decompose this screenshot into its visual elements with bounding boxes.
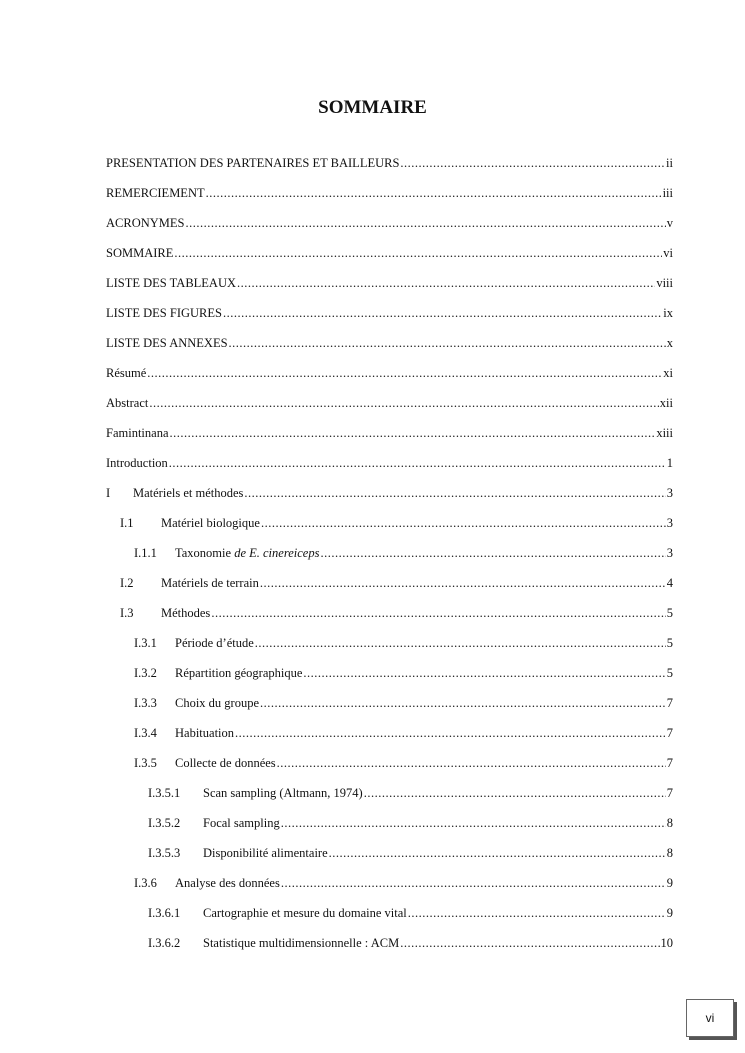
toc-entry-number: I.3.5.2 [148,816,181,830]
toc-entry-label [161,606,210,621]
toc-entry-number: I.3.5.3 [148,846,181,860]
toc-entry-label-text: Statistique multidimensionnelle : ACM [203,936,400,950]
toc-entry-label-text: PRESENTATION DES PARTENAIRES ET BAILLEURS [106,156,400,170]
toc-entry-label [133,486,243,501]
toc-entry-number: I.3 [120,606,134,620]
dot-leader [260,576,666,591]
dot-leader [400,936,659,951]
toc-entry[interactable] [106,336,673,366]
toc-entry-label [175,666,302,681]
toc-entry[interactable] [106,576,673,606]
toc-entry-label-text: Méthodes [161,606,211,620]
dot-leader [260,696,666,711]
toc-entry-label-text: Habituation [175,726,235,740]
toc-entry[interactable] [106,156,673,186]
toc-entry-page: 5 [666,636,673,650]
dot-leader [147,366,662,381]
dot-leader [261,516,666,531]
toc-entry-label-text: Matériels de terrain [161,576,259,590]
toc-entry-label [175,726,234,741]
toc-entry-number: I.1 [120,516,134,530]
toc-entry-label [106,336,228,351]
toc-entry-label [161,516,260,531]
toc-entry-label-text: Analyse des données [175,876,280,890]
dot-leader [211,606,665,621]
toc-entry[interactable] [106,276,673,306]
toc-entry-page: 3 [666,516,673,530]
toc-entry-label-text: ACRONYMES [106,216,185,230]
toc-entry-page: ii [666,156,673,170]
dot-leader [169,456,666,471]
toc-entry-label-text: Famintinana [106,426,169,440]
dot-leader [149,396,658,411]
toc-entry-label [106,216,185,231]
toc-entry-label [203,906,407,921]
toc-entry[interactable] [106,936,673,966]
toc-entry-label-text: Résumé [106,366,147,380]
toc-entry-page: 7 [666,696,673,710]
page-number-box [686,999,734,1037]
toc-entry-label [203,816,280,831]
toc-entry-page: 7 [666,726,673,740]
toc-entry-label-text: Abstract [106,396,149,410]
toc-entry[interactable] [106,456,673,486]
toc-entry-page: 7 [666,756,673,770]
dot-leader [244,486,665,501]
toc-entry[interactable] [106,426,673,456]
toc-entry-page: 8 [666,816,673,830]
toc-entry-number: I.3.3 [134,696,157,710]
toc-entry-number: I.2 [120,576,134,590]
toc-entry-page: 8 [666,846,673,860]
toc-entry[interactable] [106,306,673,336]
toc-entry-number: I [106,486,111,500]
toc-entry-number: I.3.2 [134,666,157,680]
dot-leader [206,186,662,201]
toc-entry-page: x [666,336,673,350]
toc-entry-label-text: Focal sampling [203,816,280,830]
toc-entry-label [203,786,363,801]
toc-entry[interactable] [106,246,673,276]
toc-entry-label-text: Scan sampling (Altmann, 1974) [203,786,363,800]
page-number: vi [705,1011,715,1025]
toc-entry[interactable] [106,186,673,216]
dot-leader [277,756,666,771]
toc-entry-label [175,696,259,711]
toc-entry-label [175,876,280,891]
dot-leader [223,306,662,321]
dot-leader [303,666,665,681]
toc-entry-label [161,576,259,591]
toc-entry-number: I.3.5.1 [148,786,181,800]
toc-entry-number: I.3.6.2 [148,936,181,950]
toc-entry-label [175,756,276,771]
toc-entry-page: 3 [666,486,673,500]
toc-entry-page: 9 [666,876,673,890]
toc-entry-page: 7 [666,786,673,800]
toc-entry-page: 5 [666,606,673,620]
dot-leader [329,846,666,861]
dot-leader [170,426,656,441]
toc-entry-page: vi [663,246,673,260]
toc-entry-label [106,156,399,171]
toc-entry[interactable] [106,696,673,726]
toc-entry-label [106,186,205,201]
toc-entry[interactable] [106,516,673,546]
toc-entry-label-text: Taxonomie [175,546,235,560]
toc-entry-label [106,396,148,411]
toc-entry-page: iii [662,186,673,200]
dot-leader [235,726,666,741]
toc-entry-label [106,366,146,381]
toc-entry-number: I.1.1 [134,546,157,560]
toc-entry-page: 5 [666,666,673,680]
toc-entry[interactable] [106,756,673,786]
toc-entry-page: xiii [656,426,673,440]
toc-entry[interactable] [106,216,673,246]
toc-entry-number: I.3.6.1 [148,906,181,920]
dot-leader [174,246,662,261]
toc-entry-label-text: LISTE DES ANNEXES [106,336,228,350]
toc-entry-label-italic: de E. cinereiceps [234,546,320,560]
dot-leader [400,156,665,171]
dot-leader [281,876,666,891]
toc-entry[interactable] [106,786,673,816]
toc-entry-label-text: Introduction [106,456,168,470]
dot-leader [281,816,666,831]
toc-entry-label-text: LISTE DES FIGURES [106,306,222,320]
dot-leader [229,336,666,351]
toc-entry[interactable] [106,846,673,876]
toc-entry-label [175,636,254,651]
toc-entry-page: 1 [666,456,673,470]
toc-entry[interactable] [106,396,673,426]
toc-entry-page: xi [663,366,673,380]
toc-entry-label [175,546,319,561]
toc-entry-label [106,456,168,471]
table-of-contents [106,156,673,966]
dot-leader [320,546,665,561]
dot-leader [364,786,666,801]
toc-entry-page: 3 [666,546,673,560]
toc-entry-label [203,846,328,861]
toc-entry-number: I.3.4 [134,726,157,740]
toc-entry-label-text: Matériel biologique [161,516,260,530]
toc-entry-label-text: Matériels et méthodes [133,486,244,500]
toc-entry[interactable] [106,876,673,906]
toc-entry-label-text: Disponibilité alimentaire [203,846,328,860]
toc-entry-page: v [666,216,673,230]
toc-entry[interactable] [106,546,673,576]
toc-entry-page: 9 [666,906,673,920]
toc-entry-page: xii [659,396,673,410]
toc-entry-label [106,276,236,291]
dot-leader [255,636,666,651]
toc-entry[interactable] [106,636,673,666]
toc-entry-label [106,426,169,441]
toc-entry-number: I.3.1 [134,636,157,650]
dot-leader [408,906,666,921]
toc-entry[interactable] [106,816,673,846]
toc-entry[interactable] [106,666,673,696]
toc-entry-number: I.3.5 [134,756,157,770]
toc-entry-label-text: Période d’étude [175,636,254,650]
toc-entry-label-text: Répartition géographique [175,666,303,680]
toc-entry[interactable] [106,726,673,756]
toc-entry-label-text: Collecte de données [175,756,276,770]
toc-entry-label [106,246,173,261]
toc-entry-page: 4 [666,576,673,590]
toc-entry-page: 10 [660,936,673,950]
toc-entry-label-text: Choix du groupe [175,696,260,710]
toc-entry-label-text: REMERCIEMENT [106,186,205,200]
page-title: SOMMAIRE [318,97,427,118]
toc-entry-label-text: LISTE DES TABLEAUX [106,276,237,290]
toc-entry-page: viii [656,276,673,290]
toc-entry-label [106,306,222,321]
toc-entry-label [203,936,399,951]
toc-entry-number: I.3.6 [134,876,157,890]
toc-entry[interactable] [106,906,673,936]
dot-leader [237,276,655,291]
toc-entry-label-text: Cartographie et mesure du domaine vital [203,906,407,920]
toc-entry[interactable] [106,486,673,516]
dot-leader [186,216,666,231]
toc-entry[interactable] [106,366,673,396]
toc-entry-label-text: SOMMAIRE [106,246,174,260]
toc-entry[interactable] [106,606,673,636]
toc-entry-page: ix [663,306,673,320]
